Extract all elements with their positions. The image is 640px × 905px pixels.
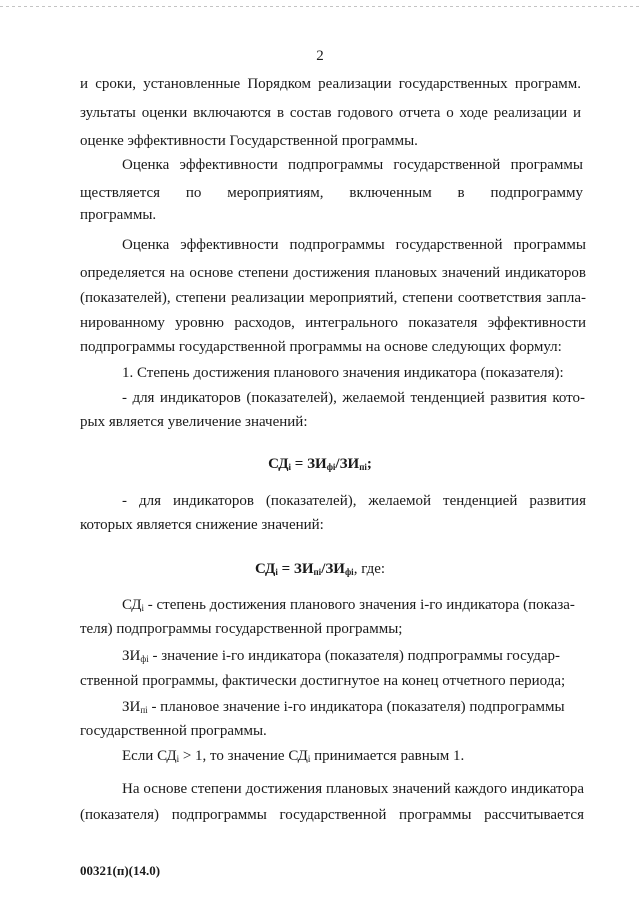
page-number: 2 <box>316 48 324 64</box>
text-line: - для индикаторов (показателей), желаемой тенденцией развития кото- <box>122 390 585 406</box>
text-line: (показателя) подпрограммы государственной программы рассчитывается <box>80 807 584 823</box>
formula-increase: $СД_i = ЗИ_{фi}/ЗИ_{пi}$; <box>268 456 372 472</box>
text-line: оценке эффективности Государственной программы. <box>80 133 418 149</box>
text-line: государственной программы. <box>80 723 267 739</box>
text-line: подпрограммы государственной программы на основе следующих формул: <box>80 339 562 355</box>
text-line: и сроки, установленные Порядком реализации государственных программ. <box>80 76 581 92</box>
document-code: 00321(п)(14.0) <box>80 863 161 878</box>
definition-zi-fact: ЗИфi - значение i-го индикатора (показателя) подпрограммы государ- <box>122 648 560 664</box>
formula-decrease: $СД_i = ЗИ_{пi}/ЗИ_{фi}$, где: <box>254 561 386 577</box>
text-line: 1. Степень достижения планового значения индикатора (показателя): <box>122 365 564 381</box>
text-line: (показателей), степени реализации мероприятий, степени соответствия запла- <box>80 290 586 306</box>
text-line: ственной программы, фактически достигнутое на конец отчетного периода; <box>80 673 566 689</box>
text-line: На основе степени достижения плановых значений каждого индикатора <box>122 781 584 797</box>
condition-line: Если СДi > 1, то значение СДi принимается равным 1. <box>122 748 465 764</box>
text-line: которых является снижение значений: <box>80 517 324 533</box>
text-line: рых является увеличение значений: <box>80 414 308 430</box>
text-line: Оценка эффективности подпрограммы государственной программы <box>122 157 583 173</box>
text-line: - для индикаторов (показателей), желаемой тенденцией развития <box>122 493 586 509</box>
text-line: теля) подпрограммы государственной программы; <box>80 621 403 637</box>
text-line: ществляется по мероприятиям, включенным в подпрограмму <box>80 185 583 201</box>
definition-zi-plan: ЗИпi - плановое значение i-го индикатора (показателя) подпрограммы <box>122 699 565 715</box>
text-line: программы. <box>80 207 157 223</box>
text-line: Оценка эффективности подпрограммы государственной программы <box>122 237 586 253</box>
text-line: зультаты оценки включаются в состав годового отчета о ходе реализации и <box>80 105 581 121</box>
text-line: определяется на основе степени достижения плановых значений индикаторов <box>80 265 586 281</box>
definition-sd: СДi - степень достижения планового значения i-го индикатора (показа- <box>122 597 575 613</box>
scan-top-rule <box>0 6 640 7</box>
text-line: нированному уровню расходов, интегрального показателя эффективности <box>80 315 586 331</box>
